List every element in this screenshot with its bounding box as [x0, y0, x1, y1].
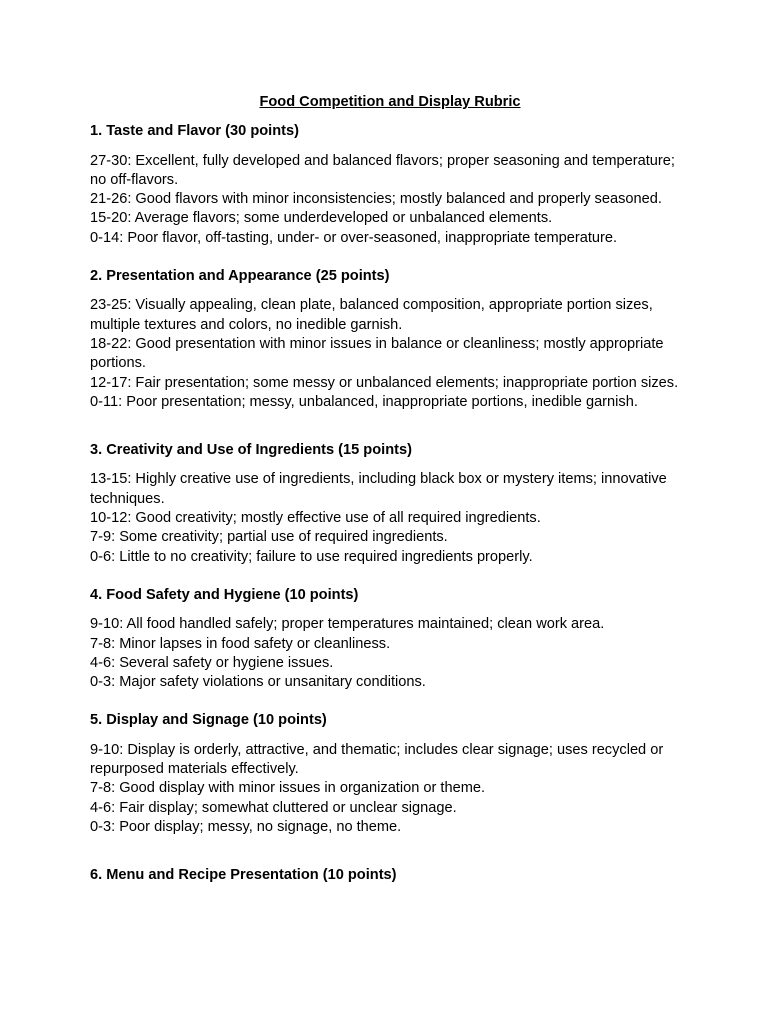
criterion-item: 0-3: Poor display; messy, no signage, no theme.	[90, 818, 402, 835]
criterion-item: 12-17: Fair presentation; some messy or unbalanced elements; inappropriate portion sizes.	[90, 374, 679, 391]
criterion-item: 13-15: Highly creative use of ingredients, including black box or mystery items; innovative techniques.	[90, 471, 667, 507]
section-heading-presentation: 2. Presentation and Appearance (25 points)	[90, 268, 390, 285]
criterion-item: 7-8: Minor lapses in food safety or cleanliness.	[90, 635, 391, 652]
section-spacer	[90, 248, 690, 267]
criterion-item: 9-10: All food handled safely; proper temperatures maintained; clean work area.	[90, 616, 605, 633]
criterion-item: 10-12: Good creativity; mostly effective use of all required ingredients.	[90, 510, 541, 527]
criterion-item: 0-11: Poor presentation; messy, unbalanced, inappropriate portions, inedible garnish.	[90, 393, 638, 410]
criteria-list-presentation	[90, 296, 690, 412]
section-spacer	[90, 412, 690, 441]
document-title: Food Competition and Display Rubric	[259, 94, 521, 110]
criterion-item: 23-25: Visually appealing, clean plate, balanced composition, appropriate portion sizes, multiple textures and colors, no inedible garnish.	[90, 297, 653, 333]
section-heading-food-safety: 4. Food Safety and Hygiene (10 points)	[90, 586, 359, 603]
criterion-item: 27-30: Excellent, fully developed and balanced flavors; proper seasoning and temperature; no off-flavors.	[90, 152, 675, 188]
criterion-item: 4-6: Fair display; somewhat cluttered or unclear signage.	[90, 799, 457, 816]
section-spacer	[90, 567, 690, 586]
criterion-item: 7-9: Some creativity; partial use of required ingredients.	[90, 529, 448, 546]
section-spacer	[90, 837, 690, 866]
section-heading-taste-flavor: 1. Taste and Flavor (30 points)	[90, 123, 299, 140]
criterion-item: 0-14: Poor flavor, off-tasting, under- or over-seasoned, inappropriate temperature.	[90, 229, 618, 246]
criterion-item: 0-6: Little to no creativity; failure to use required ingredients properly.	[90, 548, 533, 565]
criteria-list-food-safety	[90, 615, 690, 692]
criterion-item: 4-6: Several safety or hygiene issues.	[90, 654, 334, 671]
criterion-item: 0-3: Major safety violations or unsanitary conditions.	[90, 674, 426, 691]
criterion-item: 15-20: Average flavors; some underdeveloped or unbalanced elements.	[90, 210, 553, 227]
section-heading-creativity: 3. Creativity and Use of Ingredients (15 points)	[90, 442, 412, 459]
criterion-item: 18-22: Good presentation with minor issues in balance or cleanliness; mostly appropriate portions.	[90, 335, 664, 372]
criterion-item: 21-26: Good flavors with minor inconsistencies; mostly balanced and properly seasoned.	[90, 191, 662, 208]
criterion-item: 9-10: Display is orderly, attractive, and thematic; includes clear signage; uses recycled or repurposed materials effectively.	[90, 741, 664, 778]
section-heading-display-signage: 5. Display and Signage (10 points)	[90, 712, 327, 729]
section-spacer	[90, 692, 690, 711]
criteria-list-display-signage	[90, 741, 690, 837]
criterion-item: 7-8: Good display with minor issues in organization or theme.	[90, 780, 486, 797]
criteria-list-taste-flavor	[90, 152, 690, 248]
criteria-list-creativity	[90, 470, 690, 566]
section-heading-menu-recipe: 6. Menu and Recipe Presentation (10 points)	[90, 867, 397, 884]
document-page	[90, 93, 690, 896]
